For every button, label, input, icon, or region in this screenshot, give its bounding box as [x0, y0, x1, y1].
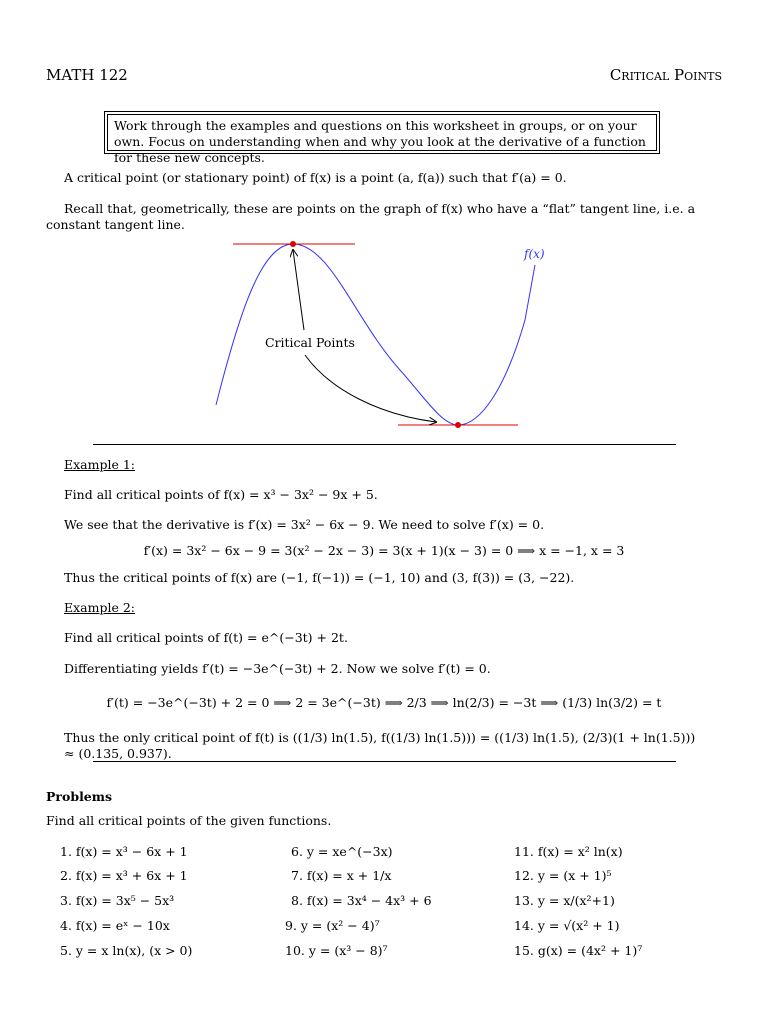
course-header: MATH 122	[46, 66, 128, 84]
problem-item: 1. f(x) = x³ − 6x + 1	[60, 844, 188, 859]
topic-header: Critical Points	[609, 66, 722, 84]
problem-item: 7. f(x) = x + 1/x	[291, 868, 392, 883]
example1-equation: f′(x) = 3x² − 6x − 9 = 3(x² − 2x − 3) = 3(x + 1)(x − 3) = 0 ⟹ x = −1, x = 3	[143, 543, 625, 558]
critical-point-min	[455, 422, 461, 428]
critical-points-figure	[0, 230, 768, 435]
problem-item: 8. f(x) = 3x⁴ − 4x³ + 6	[291, 893, 432, 908]
example2-conclusion: Thus the only critical point of f(t) is ((1/3) ln(1.5), f((1/3) ln(1.5))) = ((1/3) ln(1.5), (2/3)(1 + ln(1.5))) ≈ (0.135, 0.937).	[64, 730, 696, 761]
problems-title: Problems	[46, 789, 113, 804]
example1-derivative: We see that the derivative is f′(x) = 3x² − 6x − 9. We need to solve f′(x) = 0.	[64, 517, 545, 532]
problem-item: 3. f(x) = 3x⁵ − 5x³	[60, 893, 175, 908]
example1-title: Example 1:	[64, 457, 136, 472]
intro-text: Work through the examples and questions on this worksheet in groups, or on your own. Focus on understanding when and why you look at the derivative of a function for these new concepts.	[107, 114, 657, 151]
recall-text: Recall that, geometrically, these are points on the graph of f(x) who have a “flat” tangent line, i.e. a constant tangent line.	[46, 201, 696, 232]
example1-prompt: Find all critical points of f(x) = x³ − 3x² − 9x + 5.	[64, 487, 378, 502]
annotation-label: Critical Points	[265, 335, 355, 350]
example2-equation: f′(t) = −3e^(−3t) + 2 = 0 ⟹ 2 = 3e^(−3t) ⟹ 2/3 ⟹ ln(2/3) = −3t ⟹ (1/3) ln(3/2) = t	[106, 695, 662, 710]
curve-label: f(x)	[524, 247, 545, 261]
problem-item: 9. y = (x² − 4)⁷	[285, 918, 380, 933]
problem-item: 13. y = x/(x²+1)	[514, 893, 615, 908]
definition-text: A critical point (or stationary point) of f(x) is a point (a, f(a)) such that f′(a) = 0.	[64, 170, 567, 185]
problem-item: 4. f(x) = eˣ − 10x	[60, 918, 170, 933]
example2-prompt: Find all critical points of f(t) = e^(−3t) + 2t.	[64, 630, 348, 645]
problem-item: 14. y = √(x² + 1)	[514, 918, 620, 933]
arrow-to-max	[293, 250, 304, 330]
example2-derivative: Differentiating yields f′(t) = −3e^(−3t) + 2. Now we solve f′(t) = 0.	[64, 661, 491, 676]
problems-instruction: Find all critical points of the given functions.	[46, 813, 332, 828]
critical-point-max	[290, 241, 296, 247]
problem-item: 2. f(x) = x³ + 6x + 1	[60, 868, 188, 883]
intro-box	[104, 111, 660, 165]
divider-top	[93, 444, 676, 445]
problem-item: 11. f(x) = x² ln(x)	[514, 844, 623, 859]
example2-title: Example 2:	[64, 600, 136, 615]
problem-item: 15. g(x) = (4x² + 1)⁷	[514, 943, 643, 958]
example1-conclusion: Thus the critical points of f(x) are (−1, f(−1)) = (−1, 10) and (3, f(3)) = (3, −22).	[64, 570, 575, 585]
problem-item: 6. y = xe^(−3x)	[291, 844, 393, 859]
problem-item: 10. y = (x³ − 8)⁷	[285, 943, 388, 958]
problem-item: 12. y = (x + 1)⁵	[514, 868, 612, 883]
divider-bottom	[93, 761, 676, 762]
problem-item: 5. y = x ln(x), (x > 0)	[60, 943, 193, 958]
function-curve	[216, 244, 535, 425]
